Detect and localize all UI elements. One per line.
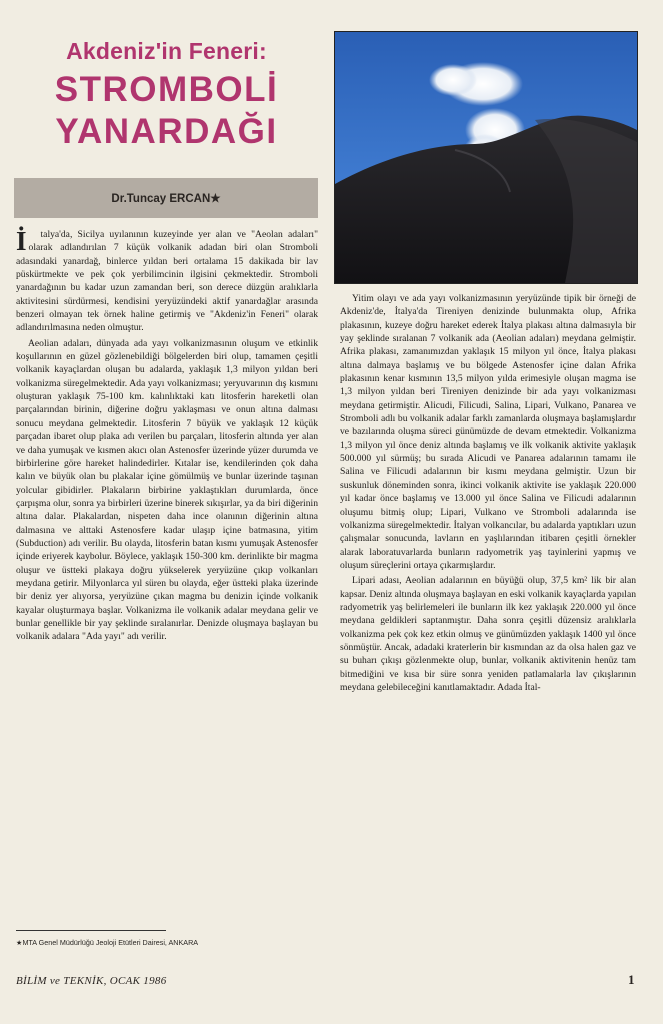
author-name: Dr.Tuncay ERCAN★ [111, 193, 221, 205]
left-column [16, 228, 318, 644]
title-line-1: Akdeniz'in Feneri: [66, 38, 267, 64]
footnote-rule [16, 930, 166, 931]
dropcap: İ [16, 226, 27, 256]
right-paragraph-1: Yitim olayı ve ada yayı volkanizmasının yeryüzünde tipik bir örneği de Akdeniz'de, İtalya'da Tireniyen denizinde bulunmakta olup, Afrika plakasının, kuzeye doğru hareket ederek İtalya plakası altına dalmasıyla bir yay şeklinde sıralanan 7 volkanik ada (Aeolian adaları) meydana gelmiştir. Afrika plakası, zamanımızdan yaklaşık 15 milyon yıl önce, İtalya plakası altına dalmaya başlamış ve bu bölgede Astenosfer içine dalan Afrika plakasının kenar kısmının 13,5 milyon yılda erimesiyle oluşan magma ise 1,3 milyon yıldan beri Tireniyen denizinde bir ada yayı volkanizması meydana getirmiştir. Alicudi, Filicudi, Salina, Lipari, Vulkano, Panarea ve Stromboli adlı bu volkanik adalar farklı zamanlarda oluşmaya başlamışlardır ve bazılarında oluşma süreci günümüzde de devam etmektedir. Volkanizma 1,3 milyon yıl önce deniz altında başlamış ve ilk volkanik aktivite yaklaşık 500.000 yıl sürmüş; bu sırada Alicudi ve Panarea adalarının tamamı ile Salina ve Filicudi adalarının bir kısmı meydana gelmiştir. Uzun bir suskunluk döneminden sonra, ikinci volkanik aktivite ise yaklaşık 220.000 yıl kadar önce başlamış ve 13.000 yıl önce Salina ve Filicudi adalarının oluşumu bitmiş olup; Lipari, Vulkano ve Stromboli adalarında ise volkanizma süregelmektedir. İtalyan volkancılar, bu adalarda yaptıkları uzun çalışmalar sonucunda, lavların en yaşlılarından itibaren çeşitli örnekler alarak laboratuvarlarda bunların radyometrik yaş tayinlerini yapmış ve oluşum süreçlerini ortaya çıkarmışlardır. [340, 293, 636, 571]
author-bar [14, 178, 318, 218]
title-line-3: YANARDAĞI [55, 112, 278, 151]
right-column [340, 292, 636, 694]
left-paragraph-1: İ talya'da, Sicilya uyılanının kuzeyinde yer alan ve "Aeolan adaları" olarak adlandırılan 7 küçük volkanik adadan biri olan Stromboli adasındaki yanardağ, binlerce yıldan beri ortalama 15 dakikada bir lav püskürtmekte ve pek çok yerbilimcinin ilgisini çekmektedir. Stromboli yanardağının bu kadar uzun zamandan beri, son derece düzgün aralıklarla aktivitesini sürdürmesi, kendisini yeryüzündeki aktif yanardağlar arasında benzeri olmayan tek örnek haline getirmiş ve "Akdeniz'in Feneri" olarak adlandırılmasına neden olmuştur. [16, 228, 318, 335]
page-number: 1 [628, 972, 635, 987]
footer-publication: BİLİM ve TEKNİK, OCAK 1986 [16, 975, 167, 987]
left-paragraph-2: Aeolian adaları, dünyada ada yayı volkanizmasının oluşum ve etkinlik koşullarının en güzel gözlenebildiği bölgelerden biri olup, tamamen çeşitli volkanik kayaçlardan oluşan bu adalarda, yaklaşık 1,3 milyon yıldan beri volkanizma süregelmektedir. Ada yayı volkanizması; yeryuvarının dış kısmını oluşturan yaklaşık 75-100 km. kalınlıktaki katı litosferin hareketli olan parçalarından birinin, diğerine doğru yaklaşması ve onun altına dalması sonucu meydana gelmektedir. Litosferin 7 büyük ve yaklaşık 12 küçük parçadan ibaret olup plaka adı verilen bu parçaları, litosferin altında yer alan ve daha yumuşak ve kısmen akıcı olan Astenosfer üzerinde yüzer durumda ve birbirlerine göre hareket halindedirler. Kıtalar ise, kendilerinden çok daha kalın ve büyük olan bu plakalar içine gömülmüş ve bunlar üzerinde taşınan yolcular gibidirler. Plakaların birbirine yaklaştıkları durumlarda, önce çarpışma olur, sonra ya birbirleri üzerine binerek sıkışırlar, ya da biri diğerinin altına dalar. Plakalardan, nispeten daha ince olanının diğerinin altına dalmasına ve alttaki Astenosfere kadar ulaşıp içine batmasına, yitim (Subduction) adı verilir. Bu olayda, litosferin batan kısmı yumuşak Astenosfer içinde eriyerek kaybolur. Böylece, yaklaşık 150-300 km. derinlikte bir magma oluşur ve üstteki plakaya doğru yükselerek yeryüzüne çıkıp volkanları meydana getirir. Milyonlarca yıl süren bu olayda, eğer üstteki plaka üzerinde bir deniz yer alıyorsa, yeryüzüne çıkan magma bu denizin içinde volkanik kayalar oluşturmaya başlar. Volkanizma ile volkanik adalar meydana gelir ve bunlar genellikle bir yay şeklinde sıralanırlar. Denizde oluşmaya başlayan bu volkanik adalara "Ada yayı" adı verilir. [16, 337, 318, 643]
right-paragraph-2: Lipari adası, Aeolian adalarının en büyüğü olup, 37,5 km² lik bir alan kapsar. Deniz altında oluşmaya başlayan en eski volkanik kayaçlarda yapılan radyometrik yaş belirlemeleri ile bunların ilk kez yaklaşık 220.000 yıl önce meydana geldikleri saptanmıştır. Daha sonra çeşitli düzensiz aralıklarla volkanizma pek çok kez etkin olmuş ve günümüzden yaklaşık 1400 yıl önce sönmüştür. Ancak, adadaki kraterlerin bir kısmından az da olsa halen gaz ve su buharı çıkışı gözlenmekte olup, bunlar, volkanik aktivitenin henüz tam bitmediğini ve kısa bir süre sonra yeniden patlamalarla lav çıkışlarının meydana gelebileceğini kanıtlamaktadır. Adada İtal- [340, 575, 636, 693]
volcano-photo [334, 31, 638, 284]
volcano-photo-icon [335, 32, 637, 283]
title-line-2: STROMBOLİ [54, 70, 279, 109]
footnote: ★MTA Genel Müdürlüğü Jeoloji Etütleri Dairesi, ANKARA [16, 938, 199, 947]
